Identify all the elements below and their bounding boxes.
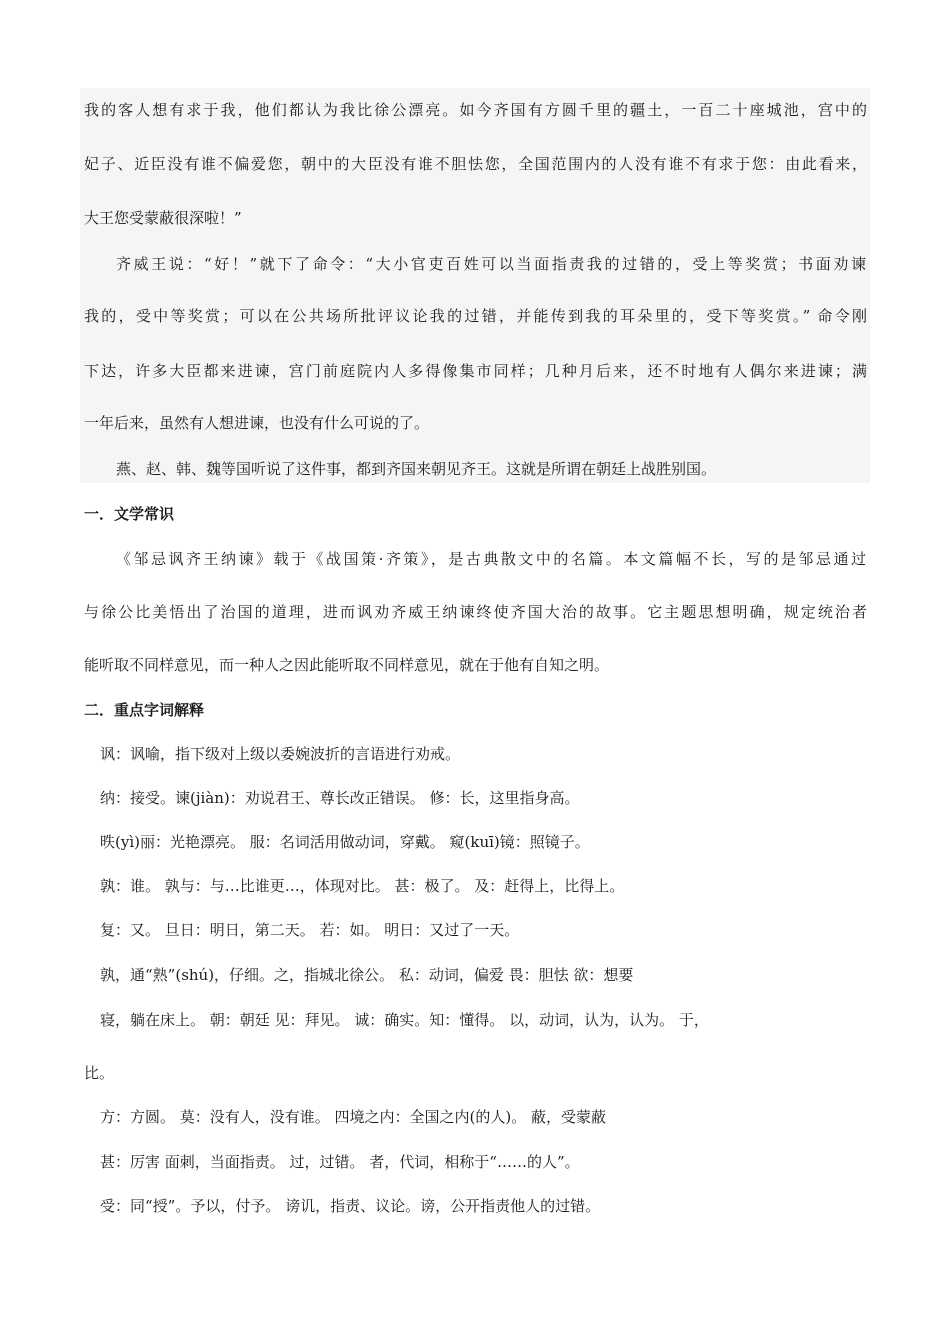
section1-line-3: 能听取不同样意见，而一种人之因此能听取不同样意见，就在于他有自知之明。 — [84, 656, 610, 674]
story-line-5: 我的，受中等奖赏；可以在公共场所批评议论我的过错，并能传到我的耳朵里的，受下等奖赏。” 命令刚 — [84, 307, 867, 325]
vocab-line-3: 昳(yì)丽：光艳漂亮。 服：名词活用做动词，穿戴。 窥(kuī)镜：照镜子。 — [100, 833, 590, 851]
story-line-4: 齐威王说：“好！”就下了命令：“大小官吏百姓可以当面指责我的过错的，受上等奖赏；书面劝谏 — [116, 255, 866, 273]
vocab-line-8: 比。 — [84, 1064, 115, 1082]
vocab-line-10: 甚：厉害 面刺，当面指责。 过，过错。 者，代词，相称于“……的人”。 — [100, 1153, 580, 1171]
story-line-2: 妃子、近臣没有谁不偏爱您，朝中的大臣没有谁不胆怯您，全国范围内的人没有谁不有求于您：由此看来， — [84, 155, 867, 173]
section1-line-2: 与徐公比美悟出了治国的道理，进而讽劝齐威王纳谏终使齐国大治的故事。它主题思想明确，规定统治者 — [84, 603, 867, 621]
vocab-line-7: 寝，躺在床上。 朝：朝廷 见：拜见。 诚：确实。知：懂得。 以，动词，认为，认为。 于， — [100, 1011, 709, 1029]
vocab-line-11: 受：同“授”。予以，付予。 谤讥，指责、议论。谤，公开指责他人的过错。 — [100, 1197, 601, 1215]
story-line-8: 燕、赵、韩、魏等国听说了这件事，都到齐国来朝见齐王。这就是所谓在朝廷上战胜别国。 — [116, 460, 717, 478]
vocab-line-6: 孰，通“熟”(shú)，仔细。之，指城北徐公。 私：动词，偏爱 畏：胆怯 欲：想要 — [100, 966, 634, 984]
vocab-line-4: 孰：谁。 孰与：与…比谁更…，体现对比。 甚：极了。 及：赶得上，比得上。 — [100, 877, 625, 895]
story-line-6: 下达，许多大臣都来进谏，宫门前庭院内人多得像集市同样；几种月后来，还不时地有人偶尔来进谏；满 — [84, 362, 867, 380]
story-line-3: 大王您受蒙蔽很深啦！” — [84, 209, 242, 227]
vocab-line-1: 讽：讽喻，指下级对上级以委婉波折的言语进行劝戒。 — [100, 745, 461, 763]
section2-heading: 二．重点字词解释 — [84, 701, 205, 719]
section1-heading: 一．文学常识 — [84, 505, 175, 523]
section1-line-1: 《邹忌讽齐王纳谏》载于《战国策·齐策》，是古典散文中的名篇。本文篇幅不长，写的是邹忌通过 — [116, 550, 866, 568]
vocab-line-2: 纳：接受。谏(jiàn)：劝说君王、尊长改正错误。 修：长，这里指身高。 — [100, 789, 580, 807]
story-line-7: 一年后来，虽然有人想进谏，也没有什么可说的了。 — [84, 414, 430, 432]
story-line-1: 我的客人想有求于我，他们都认为我比徐公漂亮。如今齐国有方圆千里的疆土，一百二十座城池，宫中的 — [84, 101, 867, 119]
vocab-line-5: 复：又。 旦日：明日，第二天。 若：如。 明日：又过了一天。 — [100, 921, 520, 939]
vocab-line-9: 方：方圆。 莫：没有人，没有谁。 四境之内：全国之内(的人)。 蔽，受蒙蔽 — [100, 1108, 607, 1126]
